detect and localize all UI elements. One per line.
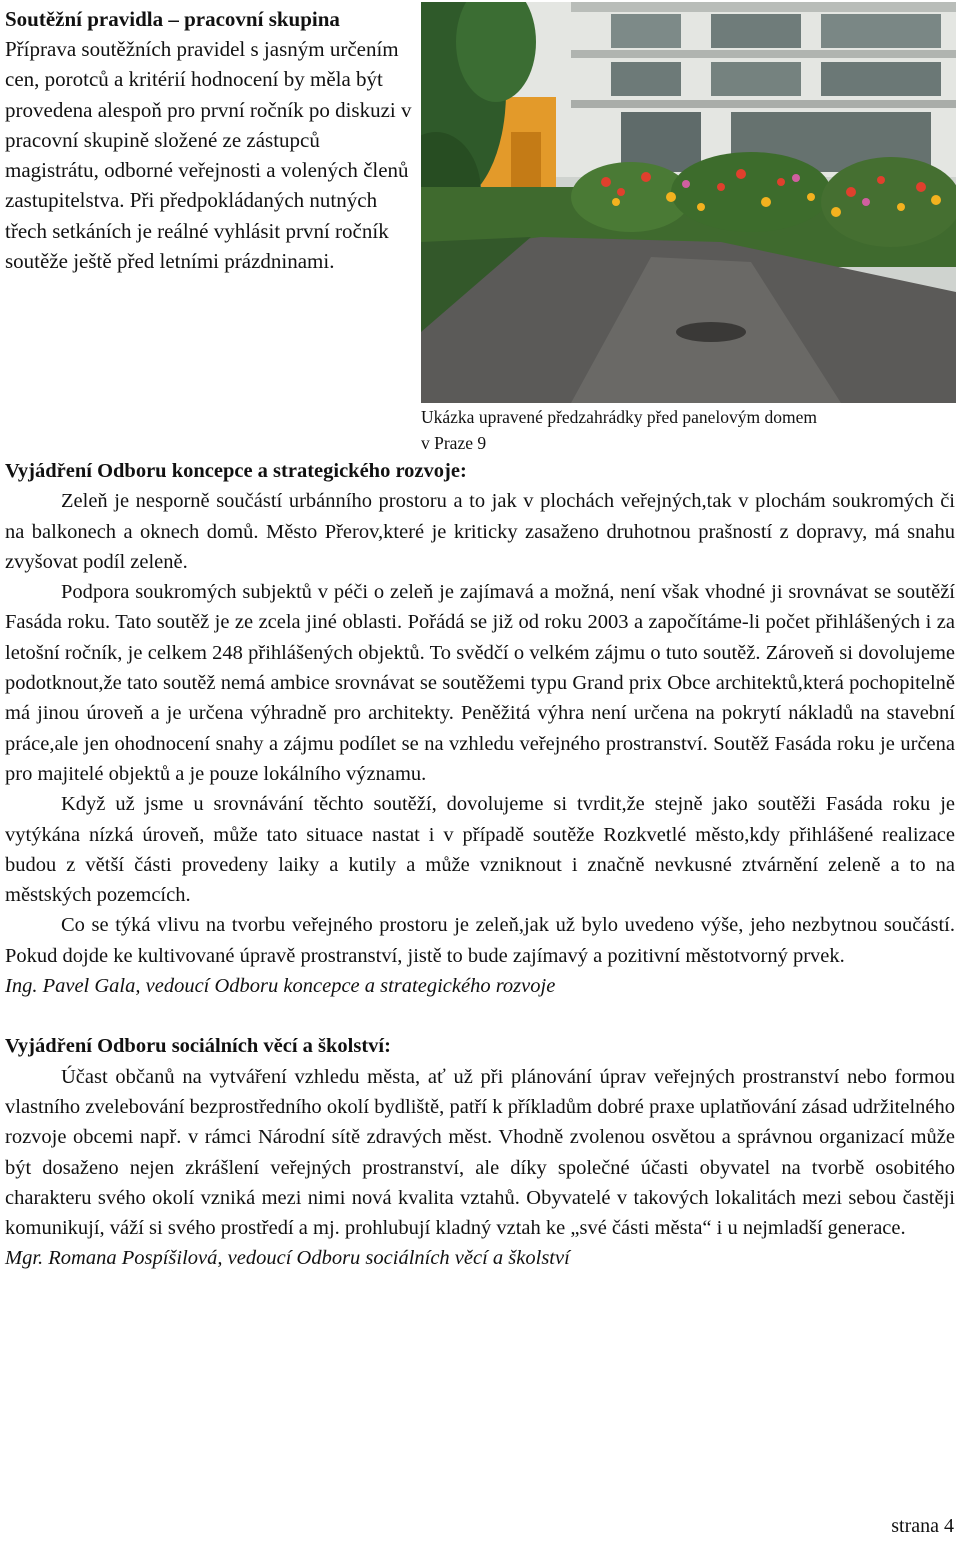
section-1-paragraph-1: Zeleň je nesporně součástí urbánního prostoru a to jak v plochách veřejných,tak v plochám soukromých či na balkonech a oknech domů. Město Přerov,které je kriticky zasaženo druhotnou prašností z dopravy, má snahu zvyšovat podíl zeleně. [5,490,955,573]
section-1-paragraph-2: Podpora soukromých subjektů v péči o zeleň je zajímavá a možná, není však vhodné ji srovnávat se soutěží Fasáda roku. Tato soutěž je ze zcela jiné oblasti. Pořádá se již od roku 2003 a započítáme-li počet přihlášených i za letošní ročník, je celkem 248 přihlášených objektů. To svědčí o velkém zájmu o tuto soutěž. Zároveň si dovolujeme podotknout,že tato soutěž nemá ambice srovnávat se soutěžemi typu Grand prix Obce architektů,která pochopitelně má jinou úroveň a je určena výhradně pro architekty. Peněžitá výhra není určena na pokrytí nákladů na stavební práce,ale jen ohodnocení snahy a zájmu podílet se na vzhledu veřejného prostranství. Soutěž Fasáda roku je určena pro majitelé objektů a je pouze lokálního významu. [5,581,955,785]
intro-heading: Soutěžní pravidla – pracovní skupina [5,7,340,31]
photo-caption [421,405,956,456]
section-2-signature: Mgr. Romana Pospíšilová, vedoucí Odboru sociálních věcí a školství [5,1247,570,1270]
page-number: strana 4 [891,1515,954,1537]
section-1-heading: Vyjádření Odboru koncepce a strategického rozvoje: [5,460,467,482]
main-text [5,456,955,1274]
section-1-signature: Ing. Pavel Gala, vedoucí Odboru koncepce a strategického rozvoje [5,975,556,998]
section-1-paragraph-3: Když už jsme u srovnávání těchto soutěží, dovolujeme si tvrdit,že stejně jako soutěži Fasáda roku je vytýkána nízká úroveň, může tato situace nastat i v případě soutěže Rozkvetlé město,kdy přihlášené realizace budou z větší části provedeny laiky a kutily a může vzniknout i značně nevkusné ztvárnění zeleně a to na městských pozemcích. [5,793,955,907]
intro-block [5,4,415,276]
section-2-heading: Vyjádření Odboru sociálních věcí a školství: [5,1035,391,1058]
garden-photo [421,2,956,403]
section-1-paragraph-4: Co se týká vlivu na tvorbu veřejného prostoru je zeleň,jak už bylo uvedeno výše, jeho nezbytnou součástí. Pokud dojde ke kultivované úpravě prostranství, jistě to bude zajímavý a pozitivní městotvorný prvek. [5,914,955,967]
intro-paragraph: Příprava soutěžních pravidel s jasným určením cen, porotců a kritérií hodnocení by měla být provedena alespoň pro první ročník po diskuzi v pracovní skupině složené ze zástupců magistrátu, odborné veřejnosti a volených členů zastupitelstva. Při předpokládaných nutných třech setkáních je reálné vyhlásit první ročník soutěže ještě před letními prázdninami. [5,37,412,274]
photo-caption-line-1: Ukázka upravené předzahrádky před panelovým domem [421,407,818,427]
section-spacer [5,1001,955,1031]
section-2-paragraph-1: Účast občanů na vytváření vzhledu města, ať už při plánování úprav veřejných prostranství nebo formou vlastního zvelebování bezprostředního okolí bydliště, patří k příkladům dobré praxe uplatňování zásad udržitelného rozvoje obcemi např. v rámci Národní sítě zdravých měst. Vhodně zvolenou osvětou a správnou organizací může být dosaženo nejen zkrášlení veřejných prostranství, ale díky společné účasti obyvatel na tvorbě osobitého charakteru svého okolí vzniká mezi nimi nová kvalita vztahů. Obyvatelé v takových lokalitách mezi sebou častěji komunikují, váží si svého prostředí a mj. prohlubují kladný vztah ke „své části města“ i u nejmladší generace. [5,1065,955,1240]
photo-caption-line-2: v Praze 9 [421,432,487,453]
